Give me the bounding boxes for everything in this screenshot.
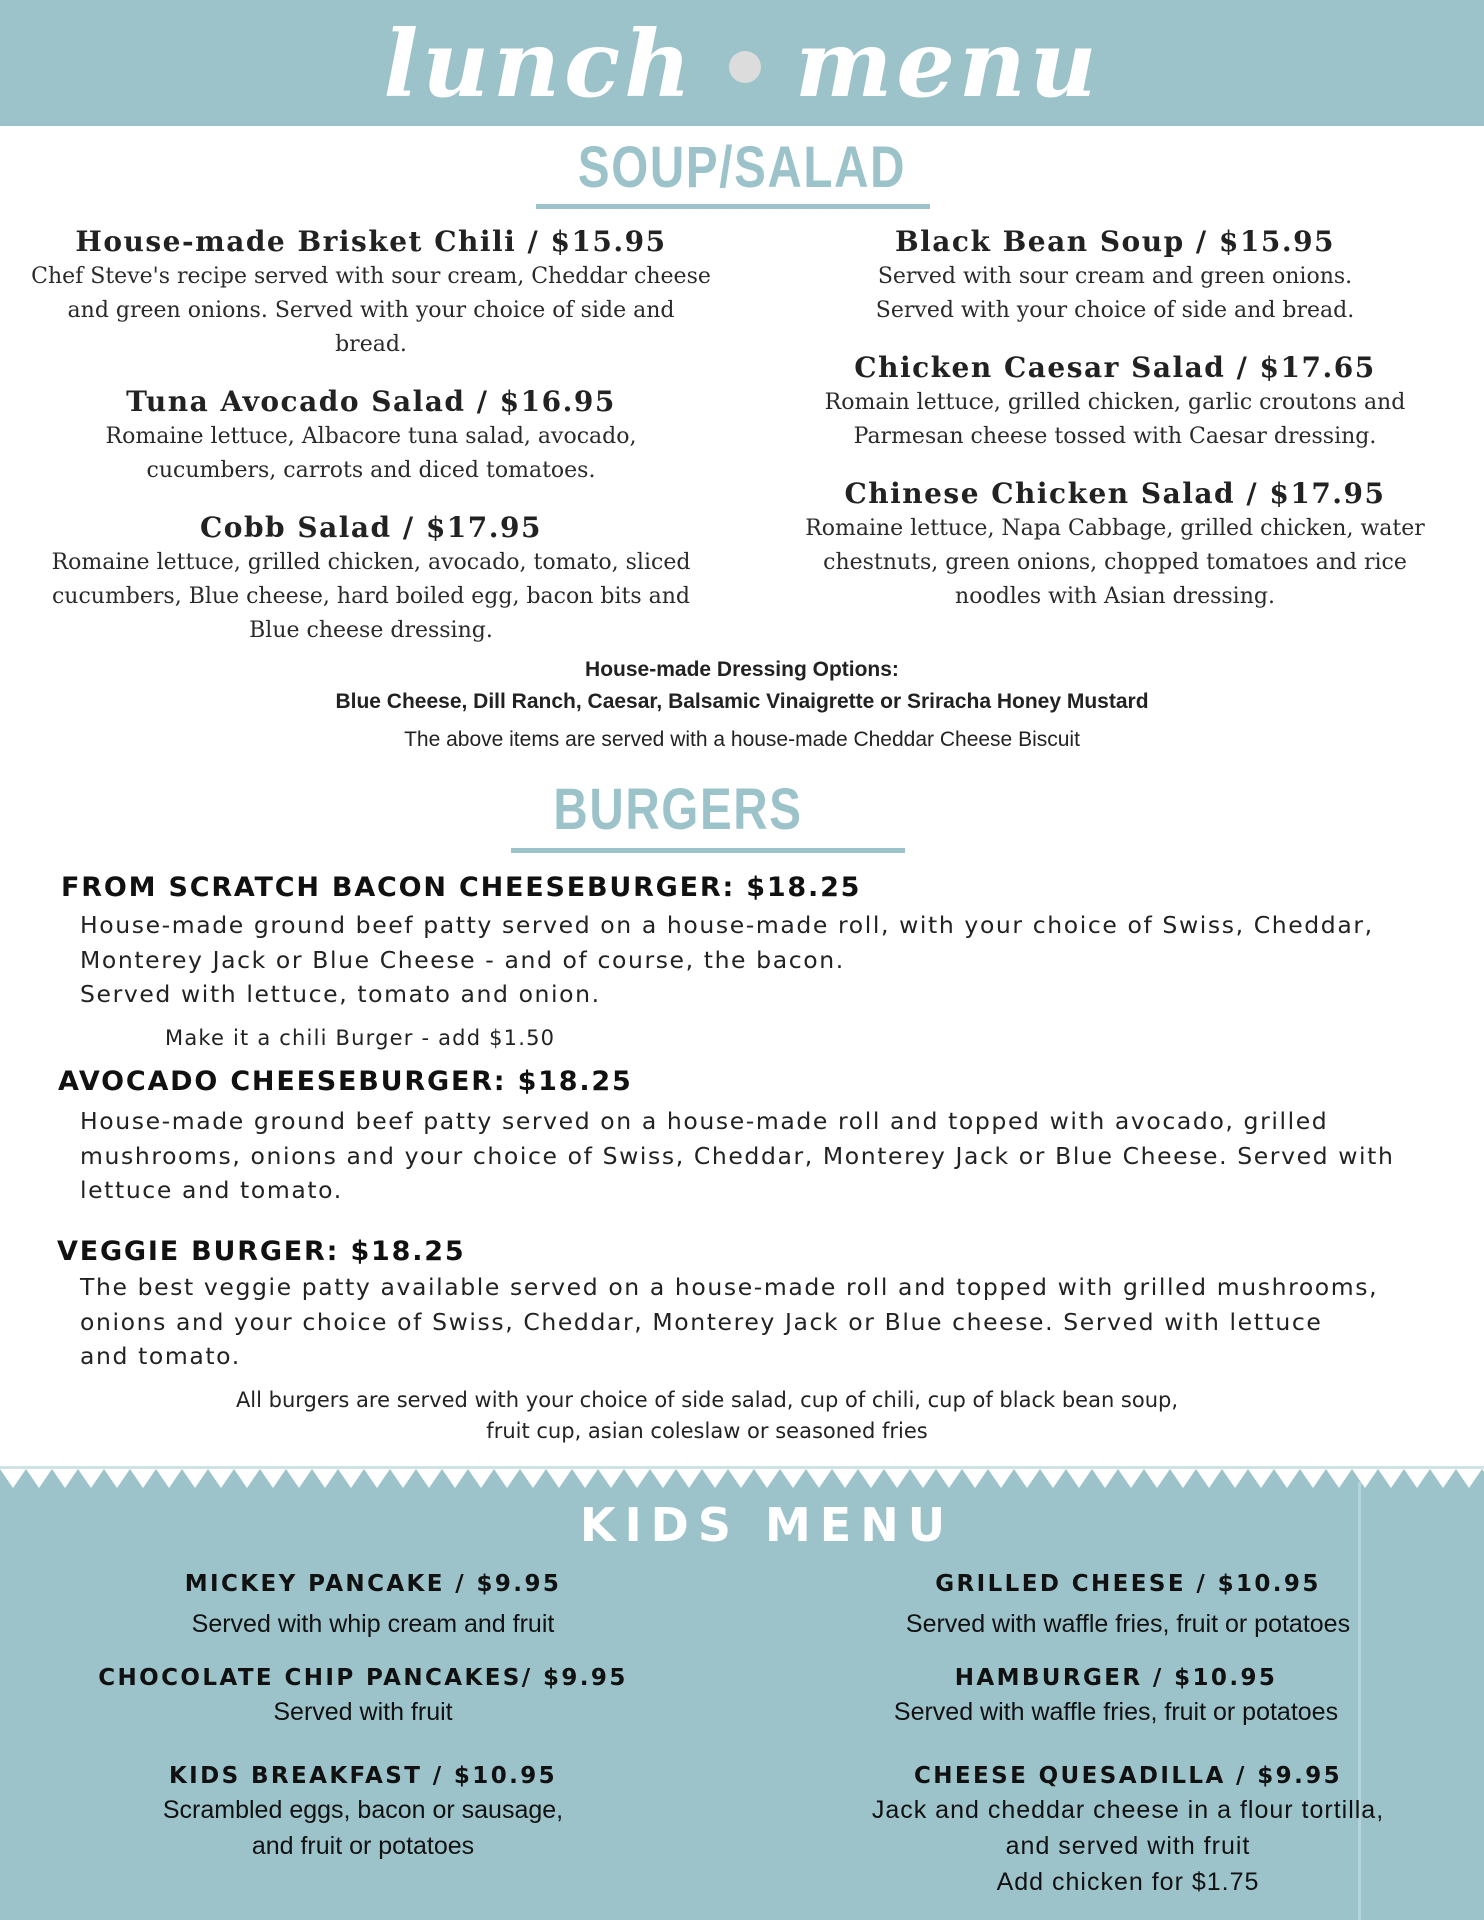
item-desc-line: Romaine lettuce, Napa Cabbage, grilled chicken, water [805,516,1425,541]
item-desc-line: Romaine lettuce, grilled chicken, avocado, tomato, sliced [51,550,691,575]
item-desc-line: noodles with Asian dressing. [955,584,1275,609]
zigzag-border-icon [0,1466,1484,1492]
title-banner [0,0,1484,126]
item-desc-line: Parmesan cheese tossed with Caesar dressing. [853,424,1377,449]
soup-salad-left-column [30,224,712,670]
burger-title: FROM SCRATCH BACON CHEESEBURGER: $18.25 [61,872,862,903]
dressing-options-list: Blue Cheese, Dill Ranch, Caesar, Balsamic Vinaigrette or Sriracha Honey Mustard [335,690,1149,713]
item-name: House-made Brisket Chili / $15.95 [75,225,667,258]
kids-item [90,1760,636,1864]
kids-item [100,1568,646,1642]
burger-title: VEGGIE BURGER: $18.25 [57,1236,466,1267]
burger-desc-line: and tomato. [80,1342,241,1370]
soup-salad-right-column [770,224,1460,636]
kids-item-name: CHOCOLATE CHIP PANCAKES/ $9.95 [98,1665,628,1691]
kids-menu-heading: KIDS MENU [579,1498,955,1552]
item-name: Tuna Avocado Salad / $16.95 [126,385,616,418]
kids-item-name: HAMBURGER / $10.95 [954,1665,1278,1691]
item-desc-line: chestnuts, green onions, chopped tomatoes and rice [823,550,1407,575]
salad-item [30,384,712,488]
burger-desc-line: onions and your choice of Swiss, Cheddar, Monterey Jack or Blue cheese. Served with lettuce [80,1307,1323,1336]
item-desc-line: Served with your choice of side and bread. [875,298,1355,323]
kids-item [90,1662,636,1730]
menu-title-left: lunch [383,10,695,118]
kids-item-desc: Served with whip cream and fruit [191,1610,555,1638]
burger-desc-line: House-made ground beef patty served on a house-made roll and topped with avocado, grilled [80,1107,1329,1135]
menu-title [383,10,1101,118]
dressing-options-title: House-made Dressing Options: [585,658,899,681]
salad-item [770,476,1460,614]
kids-item-desc: Jack and cheddar cheese in a flour tortilla, [871,1796,1385,1824]
burger-desc [80,908,1420,1012]
item-desc-line: Blue cheese dressing. [249,618,493,643]
item-name: Cobb Salad / $17.95 [200,511,542,544]
item-desc-line: Romaine lettuce, Albacore tuna salad, avocado, [105,424,637,449]
soup-item [770,224,1460,328]
kids-item-desc: Served with waffle fries, fruit or potatoes [905,1610,1351,1638]
item-desc-line: Chef Steve's recipe served with sour cream, Cheddar cheese [31,264,711,289]
soup-salad-heading: SOUP/SALAD [577,135,907,200]
item-name: Black Bean Soup / $15.95 [894,225,1336,258]
kids-item [838,1568,1418,1642]
menu-title-right: menu [794,10,1101,118]
item-desc-line: Served with sour cream and green onions. [877,264,1353,289]
kids-item-desc: Scrambled eggs, bacon or sausage, [162,1796,564,1824]
burger-desc-line: mushrooms, onions and your choice of Swiss, Cheddar, Monterey Jack or Blue Cheese. Served with [80,1141,1395,1170]
soup-item [30,224,712,362]
kids-item-name: MICKEY PANCAKE / $9.95 [184,1571,562,1597]
kids-item-desc: Served with waffle fries, fruit or potatoes [893,1698,1339,1726]
item-desc-line: cucumbers, carrots and diced tomatoes. [146,458,596,483]
kids-item-name: GRILLED CHEESE / $10.95 [935,1571,1321,1597]
burger-desc-line: Monterey Jack or Blue Cheese - and of course, the bacon. [80,945,845,974]
burger-desc [80,1270,1420,1374]
salad-item [770,350,1460,454]
kids-item [826,1662,1406,1730]
burger-title: AVOCADO CHEESEBURGER: $18.25 [58,1066,633,1097]
burger-desc-line: House-made ground beef patty served on a house-made roll, with your choice of Swiss, Cheddar, [80,911,1374,939]
item-name: Chinese Chicken Salad / $17.95 [844,477,1386,510]
kids-item-name: KIDS BREAKFAST / $10.95 [168,1763,558,1789]
burger-desc-line: lettuce and tomato. [80,1176,343,1204]
title-dot-icon [729,51,761,83]
salad-item [30,510,712,648]
item-name: Chicken Caesar Salad / $17.65 [854,351,1376,384]
burgers-heading: BURGERS [553,777,803,842]
burger-desc-line: Served with lettuce, tomato and onion. [80,980,601,1008]
kids-item-name: CHEESE QUESADILLA / $9.95 [913,1763,1343,1789]
burger-sides-line: fruit cup, asian coleslaw or seasoned fries [486,1419,928,1443]
burger-sides-note [0,1385,1414,1447]
kids-item-desc: Served with fruit [273,1698,453,1726]
kids-item-desc: and served with fruit [1005,1832,1251,1860]
burger-desc-line: The best veggie patty available served on a house-made roll and topped with grilled mushrooms, [80,1273,1379,1301]
chili-burger-note: Make it a chili Burger - add $1.50 [165,1026,556,1050]
burger-sides-line: All burgers are served with your choice of side salad, cup of chili, cup of black bean soup, [235,1388,1179,1412]
item-desc-line: cucumbers, Blue cheese, hard boiled egg, bacon bits and [51,584,691,609]
kids-item-desc: and fruit or potatoes [251,1832,475,1860]
item-desc-line: Romain lettuce, grilled chicken, garlic croutons and [824,390,1406,415]
burgers-underline [511,848,905,853]
kids-item-desc: Add chicken for $1.75 [996,1868,1260,1896]
item-desc-line: and green onions. Served with your choice of side and bread. [67,298,675,357]
burger-desc [80,1104,1420,1208]
soup-salad-underline [536,204,930,209]
biscuit-note: The above items are served with a house-made Cheddar Cheese Biscuit [404,728,1080,751]
kids-item [838,1760,1418,1900]
